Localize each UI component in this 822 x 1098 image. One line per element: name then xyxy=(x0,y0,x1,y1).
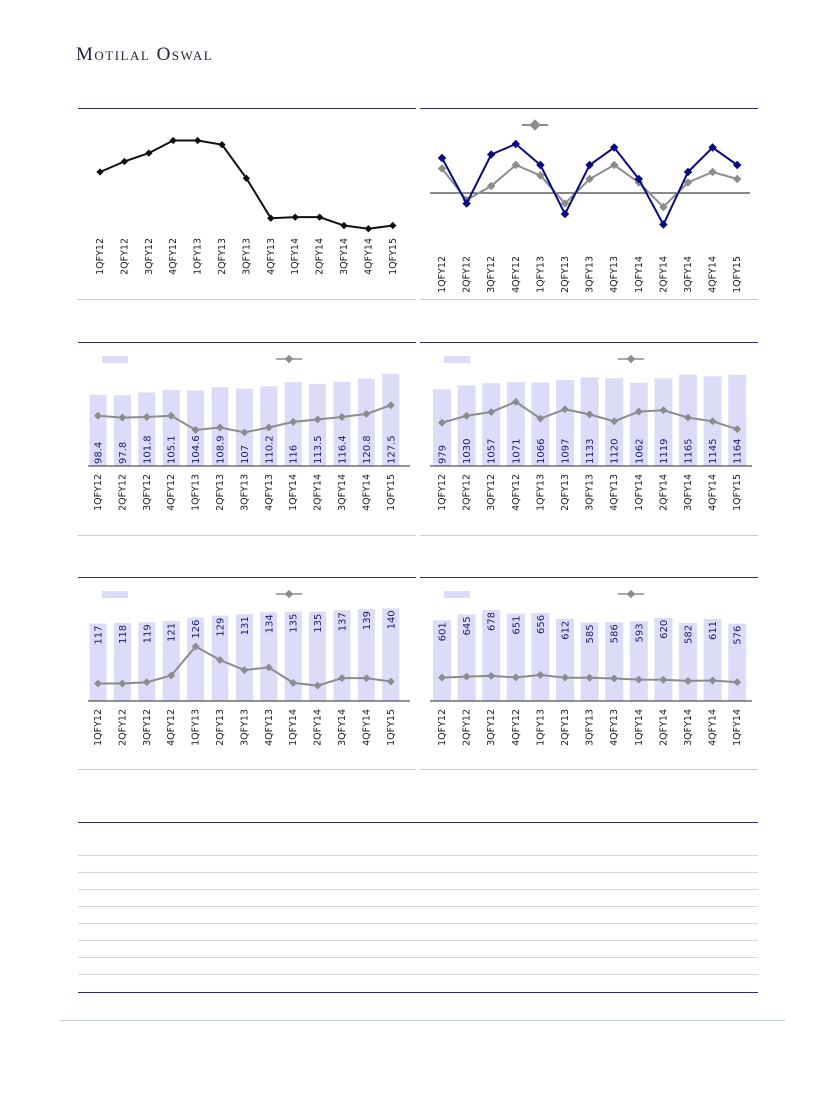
legend-bar-swatch xyxy=(444,591,470,598)
chart-2-line xyxy=(422,110,756,298)
chart-5-bar-line xyxy=(80,579,410,768)
x-tick-label: 1QFY13 xyxy=(190,474,202,511)
data-label: 129 xyxy=(215,617,227,637)
data-label: 1097 xyxy=(560,438,572,464)
data-label: 1165 xyxy=(683,438,695,464)
x-tick-label: 1QFY12 xyxy=(437,474,448,511)
x-tick-label: 2QFY14 xyxy=(658,709,670,746)
chart5-bottom-rule xyxy=(78,769,416,770)
data-label: 585 xyxy=(585,624,597,644)
x-tick-label: 2QFY13 xyxy=(560,256,571,293)
brand-logo: Motilal Oswal xyxy=(76,44,214,65)
x-tick-label: 1QFY14 xyxy=(288,709,300,746)
data-label: 118 xyxy=(117,624,129,644)
x-tick-label: 1QFY14 xyxy=(633,709,645,746)
data-label: 119 xyxy=(142,624,154,644)
chart-1-line xyxy=(80,110,410,298)
x-tick-label: 3QFY12 xyxy=(486,474,498,511)
data-point xyxy=(733,175,741,183)
data-point xyxy=(121,158,128,165)
x-tick-label: 4QFY14 xyxy=(361,709,373,746)
table-row xyxy=(78,889,758,890)
x-tick-label: 1QFY15 xyxy=(385,474,397,511)
x-tick-label: 4QFY14 xyxy=(707,256,719,293)
x-tick-label: 3QFY14 xyxy=(337,474,348,511)
data-point xyxy=(659,220,667,228)
series-line xyxy=(442,144,737,225)
x-tick-label: 2QFY13 xyxy=(560,709,571,746)
x-tick-label: 3QFY13 xyxy=(584,709,596,746)
x-tick-label: 1QFY13 xyxy=(535,709,547,746)
x-tick-label: 4QFY14 xyxy=(363,238,375,275)
x-tick-label: 2QFY13 xyxy=(217,238,228,275)
x-tick-label: 4QFY12 xyxy=(166,474,178,511)
data-label: 117 xyxy=(93,625,105,645)
x-tick-label: 4QFY13 xyxy=(265,238,277,275)
data-label: 105.1 xyxy=(166,435,178,464)
chart1-top-rule xyxy=(78,108,416,109)
data-point xyxy=(438,154,446,162)
footer-rule xyxy=(60,1020,785,1021)
x-tick-label: 2QFY12 xyxy=(117,709,129,746)
data-label: 1133 xyxy=(585,438,597,464)
x-tick-label: 2QFY14 xyxy=(658,256,670,293)
data-point xyxy=(96,168,103,175)
data-label: 120.8 xyxy=(361,435,373,464)
data-label: 1119 xyxy=(658,438,670,464)
data-label: 113.5 xyxy=(313,435,325,464)
data-label: 137 xyxy=(337,612,349,632)
x-tick-label: 3QFY13 xyxy=(239,474,251,511)
x-tick-label: 4QFY14 xyxy=(361,474,373,511)
x-tick-label: 2QFY12 xyxy=(461,474,473,511)
chart-4-bar-line xyxy=(422,344,756,534)
data-label: 107 xyxy=(239,444,251,464)
series-line xyxy=(442,165,737,207)
data-label: 1030 xyxy=(462,438,474,464)
chart5-top-rule xyxy=(78,577,416,578)
table-row xyxy=(78,872,758,873)
data-label: 645 xyxy=(462,616,474,636)
table-row xyxy=(78,940,758,941)
x-tick-label: 4QFY12 xyxy=(510,709,522,746)
data-label: 97.8 xyxy=(117,441,129,464)
data-point xyxy=(145,149,152,156)
x-tick-label: 3QFY14 xyxy=(683,474,694,511)
series-line xyxy=(100,141,393,229)
x-tick-label: 1QFY13 xyxy=(190,709,202,746)
data-label: 1057 xyxy=(486,438,498,464)
x-tick-label: 1QFY15 xyxy=(732,256,744,293)
data-label: 1071 xyxy=(511,438,523,464)
x-tick-label: 4QFY13 xyxy=(263,474,275,511)
data-point xyxy=(170,137,177,144)
x-tick-label: 3QFY14 xyxy=(683,709,694,746)
x-tick-label: 2QFY12 xyxy=(117,474,129,511)
x-tick-label: 2QFY12 xyxy=(461,256,473,293)
x-tick-label: 4QFY13 xyxy=(609,256,621,293)
data-label: 979 xyxy=(437,444,449,464)
chart2-bottom-rule xyxy=(420,299,758,300)
data-label: 612 xyxy=(560,620,572,640)
x-tick-label: 3QFY13 xyxy=(239,709,251,746)
data-label: 116 xyxy=(288,444,300,464)
x-tick-label: 1QFY15 xyxy=(732,474,744,511)
x-tick-label: 3QFY14 xyxy=(339,238,350,275)
x-tick-label: 1QFY14 xyxy=(290,238,302,275)
data-point xyxy=(561,210,569,218)
data-label: 131 xyxy=(239,616,251,636)
data-point xyxy=(340,222,347,229)
data-label: 651 xyxy=(511,615,523,635)
data-label: 135 xyxy=(288,613,300,633)
table-row xyxy=(78,855,758,856)
chart4-top-rule xyxy=(420,342,758,343)
x-tick-label: 3QFY14 xyxy=(337,709,348,746)
legend-bar-swatch xyxy=(102,356,128,363)
x-tick-label: 4QFY12 xyxy=(510,256,522,293)
data-point xyxy=(365,225,372,232)
chart3-bottom-rule xyxy=(78,535,416,536)
data-label: 601 xyxy=(437,622,449,642)
data-point xyxy=(487,150,495,158)
x-tick-label: 1QFY14 xyxy=(732,709,744,746)
data-point xyxy=(194,137,201,144)
data-label: 140 xyxy=(386,610,398,630)
data-label: 1066 xyxy=(535,438,547,464)
data-label: 98.4 xyxy=(93,441,105,464)
data-point xyxy=(316,213,323,220)
x-tick-label: 4QFY14 xyxy=(707,709,719,746)
data-label: 678 xyxy=(486,611,498,632)
legend-marker xyxy=(627,590,635,598)
legend-marker xyxy=(285,590,293,598)
x-tick-label: 4QFY13 xyxy=(263,709,275,746)
chart3-top-rule xyxy=(78,342,416,343)
table-row xyxy=(78,974,758,975)
data-label: 582 xyxy=(683,624,695,644)
x-tick-label: 4QFY12 xyxy=(166,709,178,746)
data-label: 110.2 xyxy=(264,435,276,464)
data-label: 576 xyxy=(732,625,744,645)
x-tick-label: 4QFY12 xyxy=(168,238,180,275)
x-tick-label: 3QFY12 xyxy=(141,709,153,746)
x-tick-label: 2QFY14 xyxy=(312,709,324,746)
x-tick-label: 1QFY12 xyxy=(93,474,104,511)
table-row xyxy=(78,906,758,907)
chart2-top-rule xyxy=(420,108,758,109)
x-tick-label: 3QFY12 xyxy=(486,256,498,293)
x-tick-label: 4QFY14 xyxy=(707,474,719,511)
legend-marker xyxy=(529,119,540,130)
data-label: 593 xyxy=(634,623,646,643)
chart6-bottom-rule xyxy=(420,769,758,770)
data-label: 1145 xyxy=(708,438,720,464)
chart1-bottom-rule xyxy=(78,299,416,300)
x-tick-label: 1QFY14 xyxy=(633,256,645,293)
x-tick-label: 3QFY12 xyxy=(141,474,153,511)
x-tick-label: 1QFY14 xyxy=(288,474,300,511)
data-point xyxy=(292,213,299,220)
legend-marker xyxy=(285,355,293,363)
table-top-rule xyxy=(78,822,758,823)
data-label: 1062 xyxy=(634,438,646,464)
legend-marker xyxy=(627,355,635,363)
x-tick-label: 1QFY14 xyxy=(633,474,645,511)
data-label: 121 xyxy=(166,622,178,642)
data-label: 116.4 xyxy=(337,435,349,464)
legend-bar-swatch xyxy=(444,356,470,363)
data-label: 104.6 xyxy=(191,435,203,464)
table-bottom-rule xyxy=(78,992,758,993)
x-tick-label: 2QFY13 xyxy=(215,474,226,511)
data-label: 1120 xyxy=(609,438,621,464)
x-tick-label: 4QFY13 xyxy=(609,709,621,746)
chart-3-bar-line xyxy=(80,344,410,534)
x-tick-label: 4QFY12 xyxy=(510,474,522,511)
legend-bar-swatch xyxy=(102,591,128,598)
x-tick-label: 2QFY12 xyxy=(119,238,131,275)
data-label: 127.5 xyxy=(386,435,398,464)
table-row xyxy=(78,923,758,924)
x-tick-label: 1QFY12 xyxy=(93,709,104,746)
x-tick-label: 1QFY15 xyxy=(387,238,399,275)
table-row xyxy=(78,957,758,958)
x-tick-label: 2QFY14 xyxy=(312,474,324,511)
x-tick-label: 1QFY15 xyxy=(385,709,397,746)
x-tick-label: 2QFY13 xyxy=(560,474,571,511)
chart6-top-rule xyxy=(420,577,758,578)
data-point xyxy=(389,222,396,229)
x-tick-label: 2QFY14 xyxy=(658,474,670,511)
data-label: 611 xyxy=(708,620,720,641)
data-label: 586 xyxy=(609,624,621,644)
x-tick-label: 3QFY13 xyxy=(584,256,596,293)
data-label: 126 xyxy=(191,619,203,639)
x-tick-label: 3QFY14 xyxy=(683,256,694,293)
data-label: 656 xyxy=(535,614,547,635)
x-tick-label: 4QFY13 xyxy=(609,474,621,511)
x-tick-label: 2QFY14 xyxy=(314,238,326,275)
data-label: 1164 xyxy=(732,438,744,464)
data-label: 134 xyxy=(264,614,276,634)
x-tick-label: 1QFY13 xyxy=(535,256,547,293)
data-label: 101.8 xyxy=(142,435,154,464)
x-tick-label: 1QFY12 xyxy=(95,238,106,275)
x-tick-label: 1QFY13 xyxy=(535,474,547,511)
x-tick-label: 3QFY13 xyxy=(584,474,596,511)
data-label: 108.9 xyxy=(215,435,227,464)
x-tick-label: 2QFY13 xyxy=(215,709,226,746)
x-tick-label: 1QFY13 xyxy=(192,238,204,275)
x-tick-label: 3QFY12 xyxy=(143,238,155,275)
data-label: 620 xyxy=(658,619,670,639)
x-tick-label: 2QFY12 xyxy=(461,709,473,746)
chart-6-bar-line xyxy=(422,579,756,768)
chart4-bottom-rule xyxy=(420,535,758,536)
x-tick-label: 3QFY13 xyxy=(241,238,253,275)
x-tick-label: 1QFY12 xyxy=(437,256,448,293)
x-tick-label: 1QFY12 xyxy=(437,709,448,746)
data-point xyxy=(708,168,716,176)
x-tick-label: 3QFY12 xyxy=(486,709,498,746)
data-label: 135 xyxy=(313,613,325,633)
data-label: 139 xyxy=(361,610,373,631)
